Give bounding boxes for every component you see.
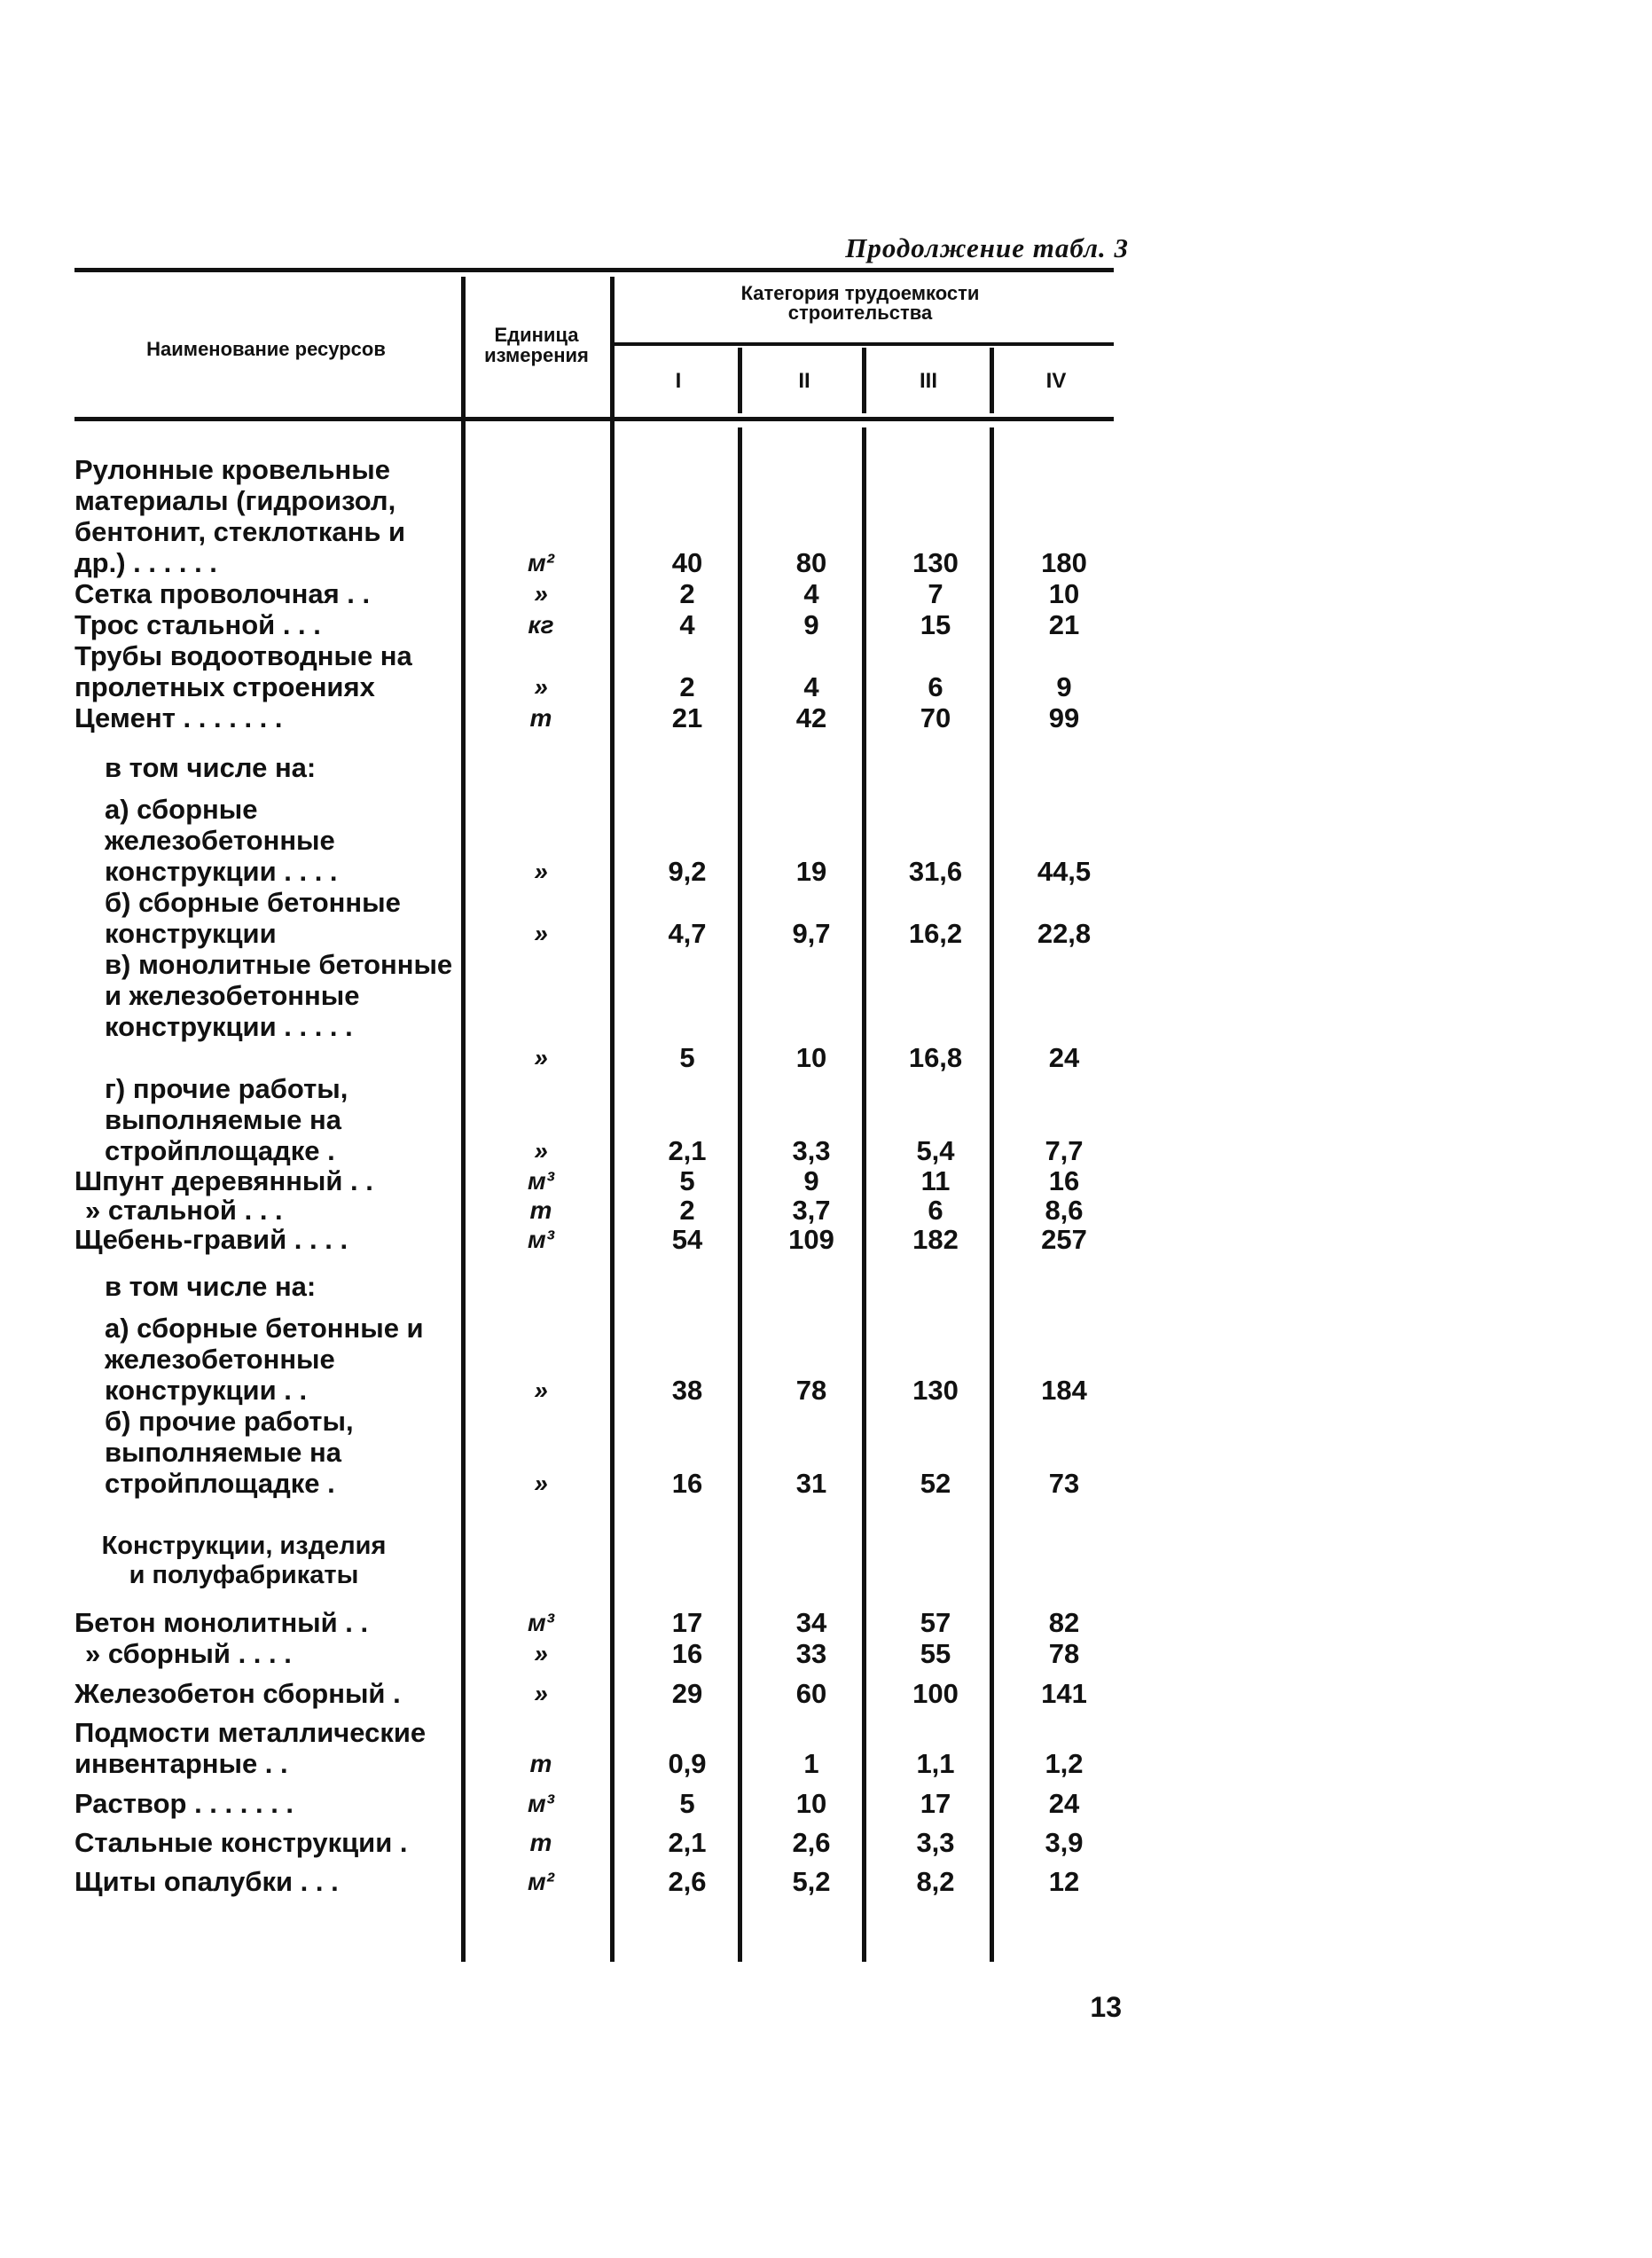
row-value-3: 8,2 (916, 1866, 955, 1897)
row-value-2: 60 (795, 1678, 827, 1709)
row-unit: » (534, 1680, 548, 1707)
row-unit: м² (527, 549, 555, 576)
row-label: а) сборные железобетонные конструкции . . . . (105, 794, 338, 887)
row-value-1: 4 (679, 609, 695, 640)
row-value-1: 5 (679, 1042, 695, 1073)
row-value-3: 130 (912, 1375, 959, 1406)
row-value-3: 70 (920, 702, 951, 733)
row-value-1: 29 (671, 1678, 703, 1709)
category-rule (614, 342, 1114, 346)
row-unit: т (529, 1829, 552, 1856)
row-value-4: 21 (1048, 609, 1080, 640)
row-value-4: 10 (1048, 578, 1080, 609)
row-label: » стальной . . . (85, 1195, 283, 1226)
row-label: Раствор . . . . . . . (74, 1788, 294, 1819)
row-value-2: 19 (795, 856, 827, 887)
row-value-3: 52 (920, 1468, 951, 1499)
row-value-4: 16 (1048, 1165, 1080, 1196)
row-label: Трубы водоотводные на пролетных строениях (74, 640, 412, 702)
row-label: Щиты опалубки . . . (74, 1866, 339, 1897)
row-value-3: 130 (912, 547, 959, 578)
row-value-4: 180 (1041, 547, 1087, 578)
row-value-4: 12 (1048, 1866, 1080, 1897)
row-value-2: 3,3 (792, 1135, 831, 1166)
row-unit: » (534, 920, 548, 947)
row-value-1: 2 (679, 1195, 695, 1226)
row-value-2: 10 (795, 1042, 827, 1073)
row-value-2: 1 (803, 1748, 819, 1779)
row-label: Подмости металлические инвентарные . . (74, 1717, 427, 1779)
row-value-3: 100 (912, 1678, 959, 1709)
row-value-1: 2 (679, 578, 695, 609)
row-unit: м³ (527, 1790, 555, 1817)
row-value-3: 57 (920, 1607, 951, 1638)
row-value-4: 3,9 (1045, 1827, 1084, 1858)
subsection-label: в том числе на: (105, 752, 317, 783)
row-value-3: 55 (920, 1638, 951, 1669)
column-divider-cat4 (990, 348, 994, 413)
row-value-3: 3,3 (916, 1827, 955, 1858)
column-divider-cat3 (862, 348, 866, 413)
row-value-1: 2,1 (668, 1827, 707, 1858)
row-value-1: 4,7 (668, 918, 707, 949)
row-value-4: 24 (1048, 1042, 1080, 1073)
row-label: г) прочие работы, выполняемые на стройплощадке . (105, 1073, 348, 1166)
row-unit: м³ (527, 1226, 555, 1253)
row-value-4: 184 (1041, 1375, 1087, 1406)
row-label: Цемент . . . . . . . (74, 702, 283, 733)
row-value-2: 5,2 (792, 1866, 831, 1897)
row-unit: » (534, 1376, 548, 1404)
row-value-2: 9 (803, 1165, 819, 1196)
row-label: Шпунт деревянный . . (74, 1165, 373, 1196)
row-value-4: 44,5 (1037, 856, 1092, 887)
row-value-4: 8,6 (1045, 1195, 1084, 1226)
row-unit: т (529, 1750, 552, 1777)
row-label: Бетон монолитный . . (74, 1607, 369, 1638)
row-value-2: 2,6 (792, 1827, 831, 1858)
row-label: Железобетон сборный . (74, 1678, 401, 1709)
row-value-4: 9 (1056, 671, 1072, 702)
row-unit: т (529, 1196, 552, 1224)
row-value-1: 2 (679, 671, 695, 702)
row-value-1: 5 (679, 1788, 695, 1819)
row-label: в) монолитные бетонные и железобетонные конструкции . . . . . (105, 949, 453, 1042)
row-value-2: 80 (795, 547, 827, 578)
row-value-4: 24 (1048, 1788, 1080, 1819)
row-unit: м² (527, 1868, 555, 1895)
header-bottom-rule (74, 417, 1114, 421)
column-divider-cat1 (610, 277, 615, 1962)
column-divider-cat2 (738, 348, 742, 413)
row-label: Трос стальной . . . (74, 609, 321, 640)
header-col-4: IV (1045, 369, 1067, 393)
header-col-3: III (919, 369, 937, 393)
row-value-2: 9 (803, 609, 819, 640)
row-value-1: 5 (679, 1165, 695, 1196)
row-value-3: 17 (920, 1788, 951, 1819)
row-value-1: 16 (671, 1638, 703, 1669)
row-value-1: 2,6 (668, 1866, 707, 1897)
header-col-1: I (675, 369, 682, 393)
row-value-4: 73 (1048, 1468, 1080, 1499)
header-category: Категория трудоемкости строительства (740, 282, 980, 324)
table-top-rule (74, 268, 1114, 272)
row-value-3: 6 (928, 1195, 943, 1226)
row-unit: т (529, 704, 552, 732)
row-value-3: 31,6 (908, 856, 963, 887)
header-unit: Единица измерения (484, 324, 589, 366)
row-unit: » (534, 1044, 548, 1071)
row-value-4: 141 (1041, 1678, 1087, 1709)
row-value-3: 5,4 (916, 1135, 955, 1166)
section-heading: Конструкции, изделия и полуфабрикаты (101, 1532, 387, 1589)
row-value-2: 31 (795, 1468, 827, 1499)
row-unit: » (534, 1470, 548, 1497)
row-value-4: 99 (1048, 702, 1080, 733)
row-label: б) сборные бетонные конструкции (105, 887, 401, 949)
row-value-2: 78 (795, 1375, 827, 1406)
row-value-2: 4 (803, 578, 819, 609)
row-value-3: 16,2 (908, 918, 963, 949)
row-value-2: 42 (795, 702, 827, 733)
row-unit: кг (528, 611, 554, 639)
row-unit: » (534, 1137, 548, 1164)
row-value-1: 54 (671, 1224, 703, 1255)
row-value-3: 15 (920, 609, 951, 640)
row-unit: » (534, 580, 548, 608)
row-label: Щебень-гравий . . . . (74, 1224, 348, 1255)
row-value-2: 9,7 (792, 918, 831, 949)
row-unit: » (534, 673, 548, 701)
table-caption: Продолжение табл. 3 (845, 232, 1129, 263)
row-value-1: 9,2 (668, 856, 707, 887)
subsection-label: в том числе на: (105, 1271, 317, 1302)
row-label: Стальные конструкции . (74, 1827, 408, 1858)
row-value-1: 0,9 (668, 1748, 707, 1779)
row-value-3: 6 (928, 671, 943, 702)
row-unit: м³ (527, 1167, 555, 1195)
row-label: а) сборные бетонные и железобетонные конструкции . . (105, 1313, 424, 1406)
page-number: 13 (1090, 1991, 1122, 2023)
row-value-3: 7 (928, 578, 943, 609)
row-value-1: 2,1 (668, 1135, 707, 1166)
column-divider-unit (461, 277, 466, 1962)
row-value-4: 78 (1048, 1638, 1080, 1669)
row-label: б) прочие работы, выполняемые на стройплощадке . (105, 1406, 354, 1499)
row-label: Рулонные кровельные материалы (гидроизол, бентонит, стеклоткань и др.) . . . . . . (74, 454, 406, 578)
row-label: Сетка проволочная . . (74, 578, 371, 609)
row-value-2: 109 (788, 1224, 834, 1255)
row-value-1: 38 (671, 1375, 703, 1406)
row-unit: » (534, 858, 548, 885)
row-value-4: 7,7 (1045, 1135, 1084, 1166)
row-value-4: 1,2 (1045, 1748, 1084, 1779)
row-unit: » (534, 1640, 548, 1667)
row-value-2: 10 (795, 1788, 827, 1819)
row-value-2: 33 (795, 1638, 827, 1669)
row-value-4: 22,8 (1037, 918, 1092, 949)
header-resource-name: Наименование ресурсов (146, 338, 386, 360)
row-value-3: 1,1 (916, 1748, 955, 1779)
row-value-1: 16 (671, 1468, 703, 1499)
row-value-2: 4 (803, 671, 819, 702)
row-unit: м³ (527, 1609, 555, 1636)
row-value-3: 16,8 (908, 1042, 963, 1073)
row-value-4: 82 (1048, 1607, 1080, 1638)
row-value-2: 3,7 (792, 1195, 831, 1226)
row-value-1: 17 (671, 1607, 703, 1638)
header-col-2: II (798, 369, 810, 393)
row-value-1: 40 (671, 547, 703, 578)
row-value-1: 21 (671, 702, 703, 733)
row-value-2: 34 (795, 1607, 827, 1638)
row-value-3: 182 (912, 1224, 959, 1255)
row-value-3: 11 (920, 1165, 951, 1196)
row-label: » сборный . . . . (85, 1638, 292, 1669)
row-value-4: 257 (1041, 1224, 1087, 1255)
